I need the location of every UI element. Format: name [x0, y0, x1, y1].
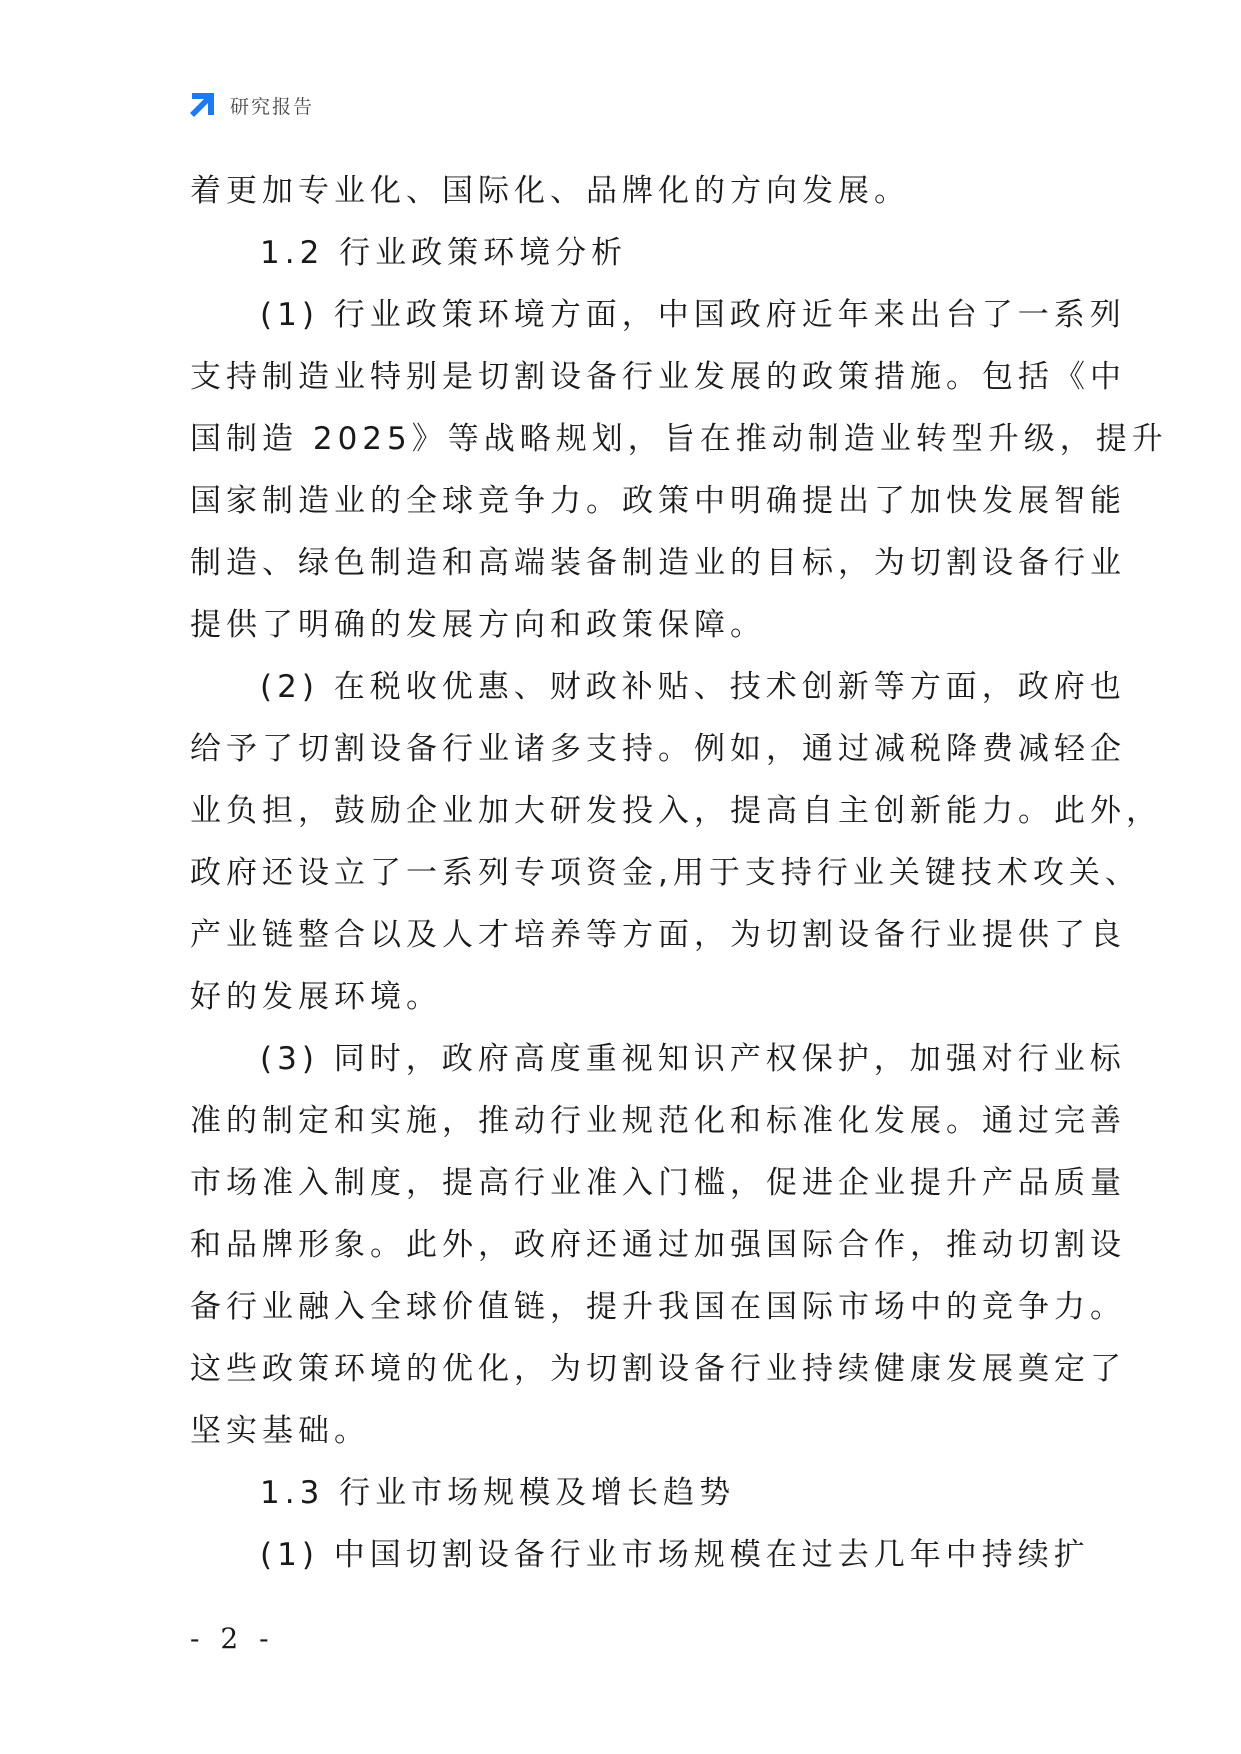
text-line: 备行业融入全球价值链，提升我国在国际市场中的竞争力。: [190, 1289, 1126, 1325]
text-line: 提供了明确的发展方向和政策保障。: [190, 607, 766, 643]
text-line: 国制造 2025》等战略规划，旨在推动制造业转型升级，提升: [190, 421, 1168, 457]
report-header: [186, 88, 314, 122]
text-line: 业负担，鼓励企业加大研发投入，提高自主创新能力。此外，: [190, 793, 1162, 829]
header-title: 研究报告: [230, 95, 315, 118]
text-line: 准的制定和实施，推动行业规范化和标准化发展。通过完善: [190, 1103, 1126, 1139]
text-line: 这些政策环境的优化，为切割设备行业持续健康发展奠定了: [190, 1351, 1126, 1387]
text-line: 政府还设立了一系列专项资金,用于支持行业关键技术攻关、: [190, 855, 1141, 891]
paragraph-4-start: (1) 中国切割设备行业市场规模在过去几年中持续扩: [260, 1537, 1090, 1573]
text-line: 和品牌形象。此外，政府还通过加强国际合作，推动切割设: [190, 1227, 1126, 1263]
paragraph-2-start: (2) 在税收优惠、财政补贴、技术创新等方面，政府也: [260, 669, 1126, 705]
section-heading-1-3: 1.3 行业市场规模及增长趋势: [260, 1475, 736, 1511]
text-line: 着更加专业化、国际化、品牌化的方向发展。: [190, 173, 910, 209]
text-line: 支持制造业特别是切割设备行业发展的政策措施。包括《中: [190, 359, 1126, 395]
text-line: 制造、绿色制造和高端装备制造业的目标，为切割设备行业: [190, 545, 1126, 581]
text-line: 市场准入制度，提高行业准入门槛，促进企业提升产品质量: [190, 1165, 1126, 1201]
paragraph-1-start: (1) 行业政策环境方面，中国政府近年来出台了一系列: [260, 297, 1126, 333]
text-line: 产业链整合以及人才培养等方面，为切割设备行业提供了良: [190, 917, 1126, 953]
text-line: 坚实基础。: [190, 1413, 370, 1449]
text-line: 国家制造业的全球竞争力。政策中明确提出了加快发展智能: [190, 483, 1126, 519]
section-heading-1-2: 1.2 行业政策环境分析: [260, 235, 628, 271]
text-line: 给予了切割设备行业诸多支持。例如，通过减税降费减轻企: [190, 731, 1126, 767]
page-number: - 2 -: [190, 1622, 275, 1655]
paragraph-3-start: (3) 同时，政府高度重视知识产权保护，加强对行业标: [260, 1041, 1126, 1077]
arrow-up-right-icon: [186, 89, 218, 121]
text-line: 好的发展环境。: [190, 979, 442, 1015]
document-body: [190, 160, 1168, 1586]
